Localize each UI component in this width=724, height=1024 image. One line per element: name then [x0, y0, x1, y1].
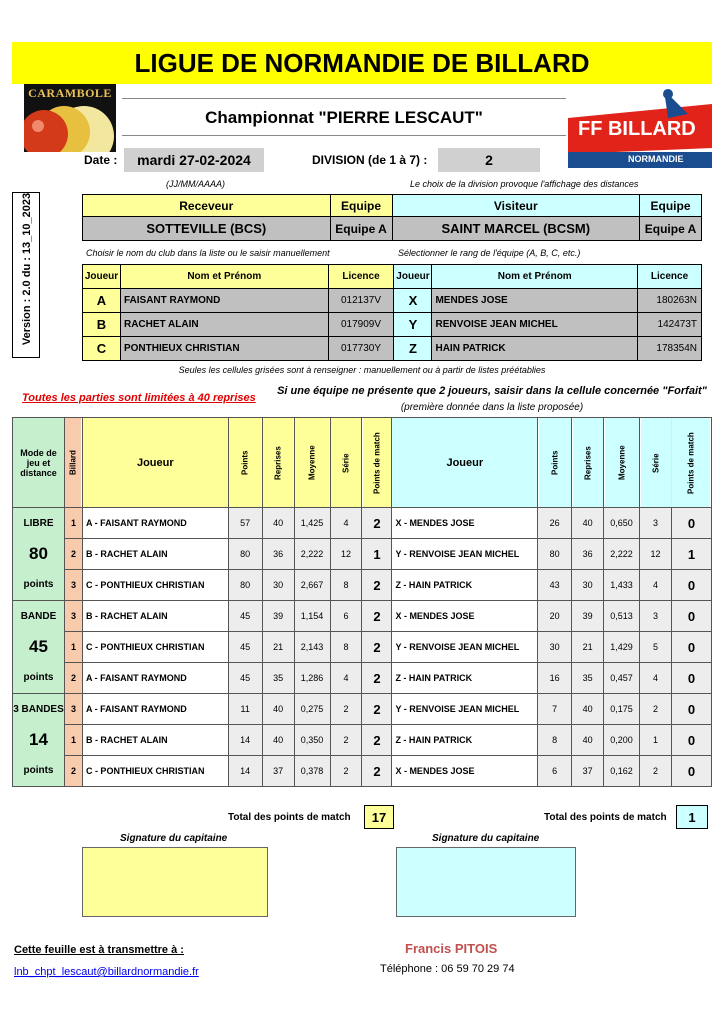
billard-cell: 3 — [64, 694, 82, 725]
home-match-points-cell: 2 — [362, 663, 392, 694]
billard-cell: 3 — [64, 601, 82, 632]
home-serie-cell[interactable]: 12 — [330, 539, 362, 570]
away-moyenne-cell[interactable]: 0,200 — [604, 725, 640, 756]
away-moyenne-cell[interactable]: 1,433 — [604, 570, 640, 601]
away-moyenne-cell[interactable]: 0,162 — [604, 756, 640, 787]
away-signature-box[interactable] — [396, 847, 576, 917]
home-moyenne-cell[interactable]: 0,378 — [294, 756, 330, 787]
billard-cell: 1 — [64, 725, 82, 756]
away-match-points-cell: 0 — [671, 725, 711, 756]
email-link[interactable]: lnb_chpt_lescaut@billardnormandie.fr — [14, 966, 199, 978]
home-player-cell[interactable]: C - PONTHIEUX CHRISTIAN — [82, 570, 228, 601]
home-points-cell[interactable]: 11 — [228, 694, 262, 725]
home-reprises-cell[interactable]: 40 — [262, 725, 294, 756]
away-player-licence[interactable]: 180263N — [638, 289, 702, 313]
away-points-cell[interactable]: 6 — [538, 756, 572, 787]
home-points-cell[interactable]: 14 — [228, 756, 262, 787]
away-serie-cell[interactable]: 3 — [640, 601, 672, 632]
home-serie-cell[interactable]: 2 — [330, 725, 362, 756]
receiver-club[interactable]: SOTTEVILLE (BCS) — [83, 217, 331, 241]
billard-cell: 2 — [64, 756, 82, 787]
results-header-row — [13, 418, 712, 508]
date-format-hint: (JJ/MM/AAAA) — [166, 179, 226, 189]
billard-cell: 2 — [64, 663, 82, 694]
carambole-logo — [24, 84, 116, 152]
billard-cell: 2 — [64, 539, 82, 570]
home-match-points-cell: 2 — [362, 508, 392, 539]
home-points-cell[interactable]: 80 — [228, 570, 262, 601]
away-player-letter: X — [394, 289, 432, 313]
receiver-header: Receveur — [83, 195, 331, 217]
away-serie-cell[interactable]: 2 — [640, 756, 672, 787]
home-name-header: Nom et Prénom — [120, 265, 328, 289]
home-player-name[interactable]: FAISANT RAYMOND — [120, 289, 328, 313]
away-serie-cell[interactable]: 12 — [640, 539, 672, 570]
away-moyenne-cell[interactable]: 0,175 — [604, 694, 640, 725]
home-moyenne-cell[interactable]: 2,667 — [294, 570, 330, 601]
division-field[interactable]: 2 — [438, 148, 540, 172]
away-reprises-cell[interactable]: 39 — [572, 601, 604, 632]
away-reprises-cell[interactable]: 40 — [572, 725, 604, 756]
home-player-cell[interactable]: A - FAISANT RAYMOND — [82, 694, 228, 725]
home-player-name[interactable]: RACHET ALAIN — [120, 313, 328, 337]
home-total-label: Total des points de match — [228, 812, 351, 823]
page-title: LIGUE DE NORMANDIE DE BILLARD — [12, 42, 712, 84]
billard-cell: 1 — [64, 508, 82, 539]
home-signature-label: Signature du capitaine — [120, 833, 228, 844]
away-moyenne-cell[interactable]: 0,650 — [604, 508, 640, 539]
home-match-points-cell: 2 — [362, 756, 392, 787]
away-player-cell[interactable]: Z - HAIN PATRICK — [392, 725, 538, 756]
home-player-letter: C — [83, 337, 121, 361]
away-player-cell[interactable]: Z - HAIN PATRICK — [392, 663, 538, 694]
visitor-club[interactable]: SAINT MARCEL (BCSM) — [392, 217, 640, 241]
home-reprises-cell[interactable]: 21 — [262, 632, 294, 663]
away-points-cell[interactable]: 7 — [538, 694, 572, 725]
home-serie-cell[interactable]: 2 — [330, 756, 362, 787]
home-player-cell[interactable]: B - RACHET ALAIN — [82, 601, 228, 632]
contact-name: Francis PITOIS — [405, 941, 498, 956]
home-reprises-cell[interactable]: 37 — [262, 756, 294, 787]
away-match-points-cell: 0 — [671, 694, 711, 725]
home-moyenne-cell[interactable]: 1,154 — [294, 601, 330, 632]
home-points-header: Points — [228, 418, 262, 508]
away-joueur-header: Joueur — [394, 265, 432, 289]
away-player-cell[interactable]: Z - HAIN PATRICK — [392, 570, 538, 601]
home-points-cell[interactable]: 57 — [228, 508, 262, 539]
away-moyenne-cell[interactable]: 0,457 — [604, 663, 640, 694]
away-reprises-cell[interactable]: 37 — [572, 756, 604, 787]
home-pm-header: Points de match — [362, 418, 392, 508]
away-pm-header: Points de match — [671, 418, 711, 508]
away-serie-cell[interactable]: 2 — [640, 694, 672, 725]
away-reprises-cell[interactable]: 30 — [572, 570, 604, 601]
home-player-letter: A — [83, 289, 121, 313]
teams-table — [82, 194, 702, 241]
home-match-points-cell: 2 — [362, 570, 392, 601]
mode-cell: 14 — [13, 725, 65, 756]
home-serie-header: Série — [330, 418, 362, 508]
away-total-value: 1 — [676, 805, 708, 829]
forfait-note-2: (première donnée dans la liste proposée) — [400, 402, 584, 413]
home-signature-box[interactable] — [82, 847, 268, 917]
receiver-team-header: Equipe — [330, 195, 392, 217]
mode-cell: points — [13, 756, 65, 787]
division-label: DIVISION (de 1 à 7) : — [312, 153, 428, 167]
result-row — [13, 601, 712, 632]
home-joueur-col-header: Joueur — [82, 418, 228, 508]
away-reprises-header: Reprises — [572, 418, 604, 508]
away-match-points-cell: 0 — [671, 632, 711, 663]
away-player-licence[interactable]: 142473T — [638, 313, 702, 337]
results-body — [13, 508, 712, 787]
home-joueur-header: Joueur — [83, 265, 121, 289]
away-points-header: Points — [538, 418, 572, 508]
away-player-cell[interactable]: X - MENDES JOSE — [392, 756, 538, 787]
away-match-points-cell: 0 — [671, 508, 711, 539]
result-row — [13, 632, 712, 663]
player-row — [83, 313, 702, 337]
home-player-licence[interactable]: 012137V — [328, 289, 394, 313]
home-licence-header: Licence — [328, 265, 394, 289]
home-serie-cell[interactable]: 8 — [330, 632, 362, 663]
away-match-points-cell: 1 — [671, 539, 711, 570]
result-row — [13, 539, 712, 570]
away-player-cell[interactable]: Y - RENVOISE JEAN MICHEL — [392, 539, 538, 570]
away-points-cell[interactable]: 80 — [538, 539, 572, 570]
home-match-points-cell: 2 — [362, 632, 392, 663]
away-player-licence[interactable]: 178354N — [638, 337, 702, 361]
home-points-cell[interactable]: 14 — [228, 725, 262, 756]
away-player-letter: Y — [394, 313, 432, 337]
home-moyenne-cell[interactable]: 0,350 — [294, 725, 330, 756]
away-player-cell[interactable]: X - MENDES JOSE — [392, 508, 538, 539]
billard-cell: 1 — [64, 632, 82, 663]
away-reprises-cell[interactable]: 40 — [572, 508, 604, 539]
mode-cell: points — [13, 570, 65, 601]
away-moyenne-cell[interactable]: 2,222 — [604, 539, 640, 570]
away-match-points-cell: 0 — [671, 663, 711, 694]
receiver-team[interactable]: Equipe A — [330, 217, 392, 241]
players-table — [82, 264, 702, 361]
visitor-team-header: Equipe — [640, 195, 702, 217]
mode-header: Mode de jeu et distance — [13, 418, 65, 508]
home-reprises-cell[interactable]: 40 — [262, 508, 294, 539]
away-serie-cell[interactable]: 1 — [640, 725, 672, 756]
home-player-cell[interactable]: B - RACHET ALAIN — [82, 725, 228, 756]
grey-cells-note: Seules les cellules grisées sont à renseigner : manuellement ou à partir de listes préétablies — [178, 365, 546, 375]
result-row — [13, 725, 712, 756]
home-reprises-cell[interactable]: 36 — [262, 539, 294, 570]
away-signature-label: Signature du capitaine — [432, 833, 540, 844]
away-player-letter: Z — [394, 337, 432, 361]
visitor-header: Visiteur — [392, 195, 640, 217]
away-total-label: Total des points de match — [544, 812, 667, 823]
home-moyenne-cell[interactable]: 2,222 — [294, 539, 330, 570]
mode-cell: LIBRE — [13, 508, 65, 539]
away-player-cell[interactable]: X - MENDES JOSE — [392, 601, 538, 632]
home-reprises-cell[interactable]: 40 — [262, 694, 294, 725]
home-match-points-cell: 2 — [362, 725, 392, 756]
home-player-cell[interactable]: C - PONTHIEUX CHRISTIAN — [82, 756, 228, 787]
away-match-points-cell: 0 — [671, 756, 711, 787]
away-serie-cell[interactable]: 3 — [640, 508, 672, 539]
home-player-letter: B — [83, 313, 121, 337]
home-reprises-cell[interactable]: 39 — [262, 601, 294, 632]
home-player-licence[interactable]: 017730Y — [328, 337, 394, 361]
away-points-cell[interactable]: 8 — [538, 725, 572, 756]
mode-cell: 80 — [13, 539, 65, 570]
away-moyenne-cell[interactable]: 1,429 — [604, 632, 640, 663]
away-player-name[interactable]: HAIN PATRICK — [432, 337, 638, 361]
visitor-hint: Sélectionner le rang de l'équipe (A, B, C, etc.) — [398, 248, 581, 258]
player-row — [83, 337, 702, 361]
away-moyenne-cell[interactable]: 0,513 — [604, 601, 640, 632]
home-match-points-cell: 2 — [362, 694, 392, 725]
away-points-cell[interactable]: 16 — [538, 663, 572, 694]
ff-billard-logo-text: FF BILLARD — [578, 118, 696, 140]
division-hint: Le choix de la division provoque l'affichage des distances — [410, 179, 639, 189]
billard-cell: 3 — [64, 570, 82, 601]
away-serie-header: Série — [640, 418, 672, 508]
away-points-cell[interactable]: 26 — [538, 508, 572, 539]
home-moyenne-cell[interactable]: 1,425 — [294, 508, 330, 539]
away-player-cell[interactable]: Y - RENVOISE JEAN MICHEL — [392, 632, 538, 663]
away-player-name[interactable]: RENVOISE JEAN MICHEL — [432, 313, 638, 337]
ff-billard-logo — [568, 84, 712, 168]
contact-phone: Téléphone : 06 59 70 29 74 — [380, 963, 515, 975]
visitor-team[interactable]: Equipe A — [640, 217, 702, 241]
away-moyenne-header: Moyenne — [604, 418, 640, 508]
away-reprises-cell[interactable]: 21 — [572, 632, 604, 663]
player-row — [83, 289, 702, 313]
mode-cell: BANDE — [13, 601, 65, 632]
receiver-hint: Choisir le nom du club dans la liste ou le saisir manuellement — [86, 248, 330, 258]
championship-title: Championnat "PIERRE LESCAUT" — [122, 98, 566, 136]
home-points-cell[interactable]: 45 — [228, 663, 262, 694]
away-name-header: Nom et Prénom — [432, 265, 638, 289]
home-player-cell[interactable]: C - PONTHIEUX CHRISTIAN — [82, 632, 228, 663]
away-player-name[interactable]: MENDES JOSE — [432, 289, 638, 313]
away-licence-header: Licence — [638, 265, 702, 289]
home-player-licence[interactable]: 017909V — [328, 313, 394, 337]
away-serie-cell[interactable]: 4 — [640, 663, 672, 694]
away-match-points-cell: 0 — [671, 570, 711, 601]
away-serie-cell[interactable]: 5 — [640, 632, 672, 663]
home-points-cell[interactable]: 45 — [228, 632, 262, 663]
result-row — [13, 663, 712, 694]
carambole-logo-text: CARAMBOLE — [28, 86, 112, 100]
results-table — [12, 417, 712, 787]
home-match-points-cell: 2 — [362, 601, 392, 632]
away-player-cell[interactable]: Y - RENVOISE JEAN MICHEL — [392, 694, 538, 725]
limit-note: Toutes les parties sont limitées à 40 reprises — [22, 392, 256, 404]
mode-cell: points — [13, 663, 65, 694]
mode-cell: 3 BANDES — [13, 694, 65, 725]
home-serie-cell[interactable]: 4 — [330, 508, 362, 539]
away-reprises-cell[interactable]: 36 — [572, 539, 604, 570]
away-reprises-cell[interactable]: 35 — [572, 663, 604, 694]
result-row — [13, 508, 712, 539]
date-field[interactable]: mardi 27-02-2024 — [124, 148, 264, 172]
home-serie-cell[interactable]: 6 — [330, 601, 362, 632]
home-reprises-cell[interactable]: 35 — [262, 663, 294, 694]
ff-billard-logo-sub: NORMANDIE — [628, 154, 684, 164]
home-player-name[interactable]: PONTHIEUX CHRISTIAN — [120, 337, 328, 361]
transmit-label: Cette feuille est à transmettre à : — [14, 944, 184, 956]
home-match-points-cell: 1 — [362, 539, 392, 570]
billiard-balls-icon — [24, 84, 116, 152]
away-joueur-col-header: Joueur — [392, 418, 538, 508]
version-box — [12, 192, 40, 358]
home-points-cell[interactable]: 45 — [228, 601, 262, 632]
home-moyenne-header: Moyenne — [294, 418, 330, 508]
home-player-cell[interactable]: A - FAISANT RAYMOND — [82, 508, 228, 539]
away-points-cell[interactable]: 43 — [538, 570, 572, 601]
home-reprises-header: Reprises — [262, 418, 294, 508]
result-row — [13, 570, 712, 601]
version-label: Version : 2.0 du : 13_10_2023 — [21, 192, 33, 346]
home-points-cell[interactable]: 80 — [228, 539, 262, 570]
home-player-cell[interactable]: B - RACHET ALAIN — [82, 539, 228, 570]
away-points-cell[interactable]: 20 — [538, 601, 572, 632]
home-serie-cell[interactable]: 4 — [330, 663, 362, 694]
home-serie-cell[interactable]: 2 — [330, 694, 362, 725]
forfait-note: Si une équipe ne présente que 2 joueurs, saisir dans la cellule concernée "Forfait" — [277, 385, 707, 397]
mode-cell: 45 — [13, 632, 65, 663]
home-total-value: 17 — [364, 805, 394, 829]
away-points-cell[interactable]: 30 — [538, 632, 572, 663]
result-row — [13, 694, 712, 725]
home-reprises-cell[interactable]: 30 — [262, 570, 294, 601]
away-reprises-cell[interactable]: 40 — [572, 694, 604, 725]
date-label: Date : — [84, 153, 118, 167]
home-moyenne-cell[interactable]: 0,275 — [294, 694, 330, 725]
away-match-points-cell: 0 — [671, 601, 711, 632]
result-row — [13, 756, 712, 787]
billard-header: Billard — [64, 418, 82, 508]
away-serie-cell[interactable]: 4 — [640, 570, 672, 601]
home-serie-cell[interactable]: 8 — [330, 570, 362, 601]
home-moyenne-cell[interactable]: 1,286 — [294, 663, 330, 694]
home-player-cell[interactable]: A - FAISANT RAYMOND — [82, 663, 228, 694]
home-moyenne-cell[interactable]: 2,143 — [294, 632, 330, 663]
